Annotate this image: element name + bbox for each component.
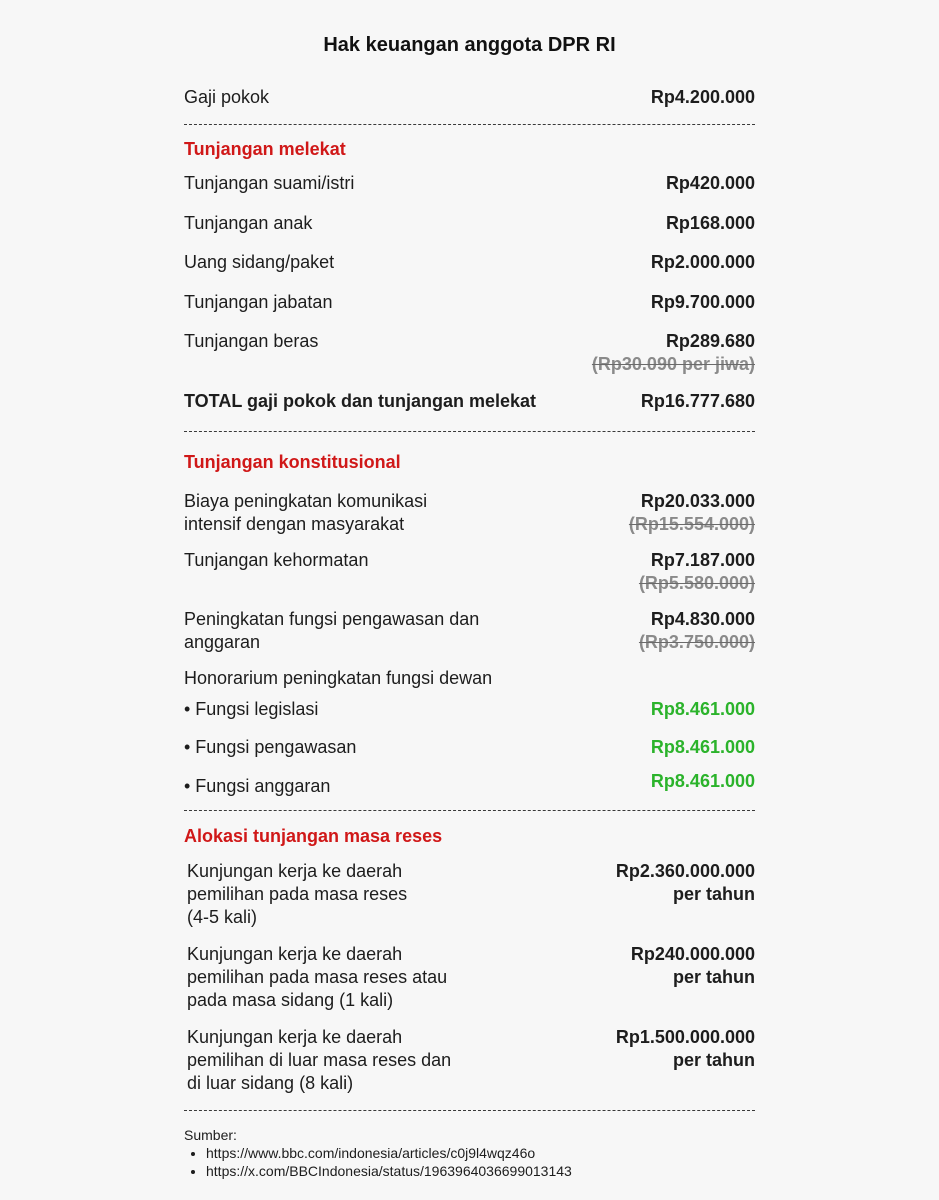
page-title: Hak keuangan anggota DPR RI [323,34,616,56]
label-line: pemilihan pada masa reses [187,884,408,904]
row-label: Tunjangan suami/istri [184,173,355,193]
row-label [184,860,407,929]
row-fungsi-pengawasan [184,736,755,759]
row-uang-sidang [184,251,755,274]
row-label [184,1026,451,1095]
label-line: (4-5 kali) [187,907,258,927]
source-list [184,1144,572,1180]
honorarium-heading [184,667,755,690]
row-tunjangan-suami-istri [184,172,755,195]
row-tunjangan-kehormatan [184,549,755,595]
per-period: per tahun [672,1050,755,1070]
source-link[interactable]: • https://www.bbc.com/indonesia/articles/c0j9l4wqz46o [206,1144,572,1162]
divider [184,1110,755,1111]
previous-value: (Rp3.750.000) [638,632,755,652]
divider [184,124,755,125]
row-reses-1 [184,860,755,929]
row-gaji-pokok [184,86,755,109]
label-line: di luar sidang (8 kali) [187,1073,354,1093]
section-heading-reses: Alokasi tunjangan masa reses [184,826,443,846]
row-value [639,549,755,595]
row-value: Rp168.000 [665,213,755,233]
source-link[interactable]: • https://x.com/BBCIndonesia/status/1963964036699013143 [206,1162,572,1180]
current-value: Rp7.187.000 [650,550,755,570]
row-label: Tunjangan beras [184,331,319,351]
per-period: per tahun [672,967,755,987]
row-tunjangan-anak [184,212,755,235]
row-label [184,608,479,654]
row-value [639,608,755,654]
row-fungsi-pengawasan-anggaran [184,608,755,654]
row-value [629,490,755,536]
label-line: Kunjungan kerja ke daerah [187,944,403,964]
current-value: Rp2.360.000.000 [615,861,755,881]
row-value: Rp4.200.000 [650,87,755,107]
label-line: Biaya peningkatan komunikasi [184,491,428,511]
row-value: Rp8.461.000 [650,737,755,757]
row-reses-2 [184,943,755,1012]
row-value [616,860,755,906]
row-fungsi-anggaran [184,770,755,798]
row-value: Rp8.461.000 [650,699,755,719]
row-value [631,943,755,989]
divider [184,810,755,811]
row-value [616,1026,755,1072]
row-label: Uang sidang/paket [184,252,335,272]
row-value: Rp16.777.680 [640,391,755,411]
row-value: Rp8.461.000 [650,771,755,791]
row-biaya-komunikasi [184,490,755,536]
row-label: Tunjangan anak [184,213,313,233]
row-label: Gaji pokok [184,87,270,107]
row-label: Tunjangan jabatan [184,292,333,312]
row-reses-3 [184,1026,755,1095]
current-value: Rp20.033.000 [640,491,755,511]
row-value: Rp2.000.000 [650,252,755,272]
row-label [184,943,447,1012]
row-label: • Fungsi pengawasan [184,737,357,757]
label-line: Kunjungan kerja ke daerah [187,861,403,881]
row-tunjangan-jabatan [184,291,755,314]
label-line: Kunjungan kerja ke daerah [187,1027,403,1047]
row-fungsi-legislasi [184,698,755,721]
row-value: Rp420.000 [665,173,755,193]
current-value: Rp289.680 [665,331,755,351]
label-line: pemilihan di luar masa reses dan [187,1050,452,1070]
row-label: Honorarium peningkatan fungsi dewan [184,668,493,688]
divider [184,431,755,432]
per-period: per tahun [672,884,755,904]
source-heading: Sumber: [184,1127,237,1143]
row-label: TOTAL gaji pokok dan tunjangan melekat [184,391,537,411]
row-tunjangan-beras [184,330,755,376]
row-value [592,330,755,376]
previous-value: (Rp15.554.000) [628,514,755,534]
previous-value: (Rp5.580.000) [638,573,755,593]
label-line: pada masa sidang (1 kali) [187,990,394,1010]
label-line: Peningkatan fungsi pengawasan dan [184,609,480,629]
previous-value: (Rp30.090 per jiwa) [591,354,755,374]
current-value: Rp1.500.000.000 [615,1027,755,1047]
row-label: • Fungsi legislasi [184,699,319,719]
section-heading-melekat: Tunjangan melekat [184,139,346,159]
label-line: anggaran [184,632,261,652]
row-total-melekat [184,390,755,413]
row-label: • Fungsi anggaran [184,776,331,796]
row-value: Rp9.700.000 [650,292,755,312]
current-value: Rp240.000.000 [630,944,755,964]
section-heading-konstitusional: Tunjangan konstitusional [184,452,401,472]
row-label: Tunjangan kehormatan [184,550,369,570]
current-value: Rp4.830.000 [650,609,755,629]
label-line: intensif dengan masyarakat [184,514,405,534]
label-line: pemilihan pada masa reses atau [187,967,448,987]
row-label [184,490,427,536]
source-block [184,1126,572,1180]
